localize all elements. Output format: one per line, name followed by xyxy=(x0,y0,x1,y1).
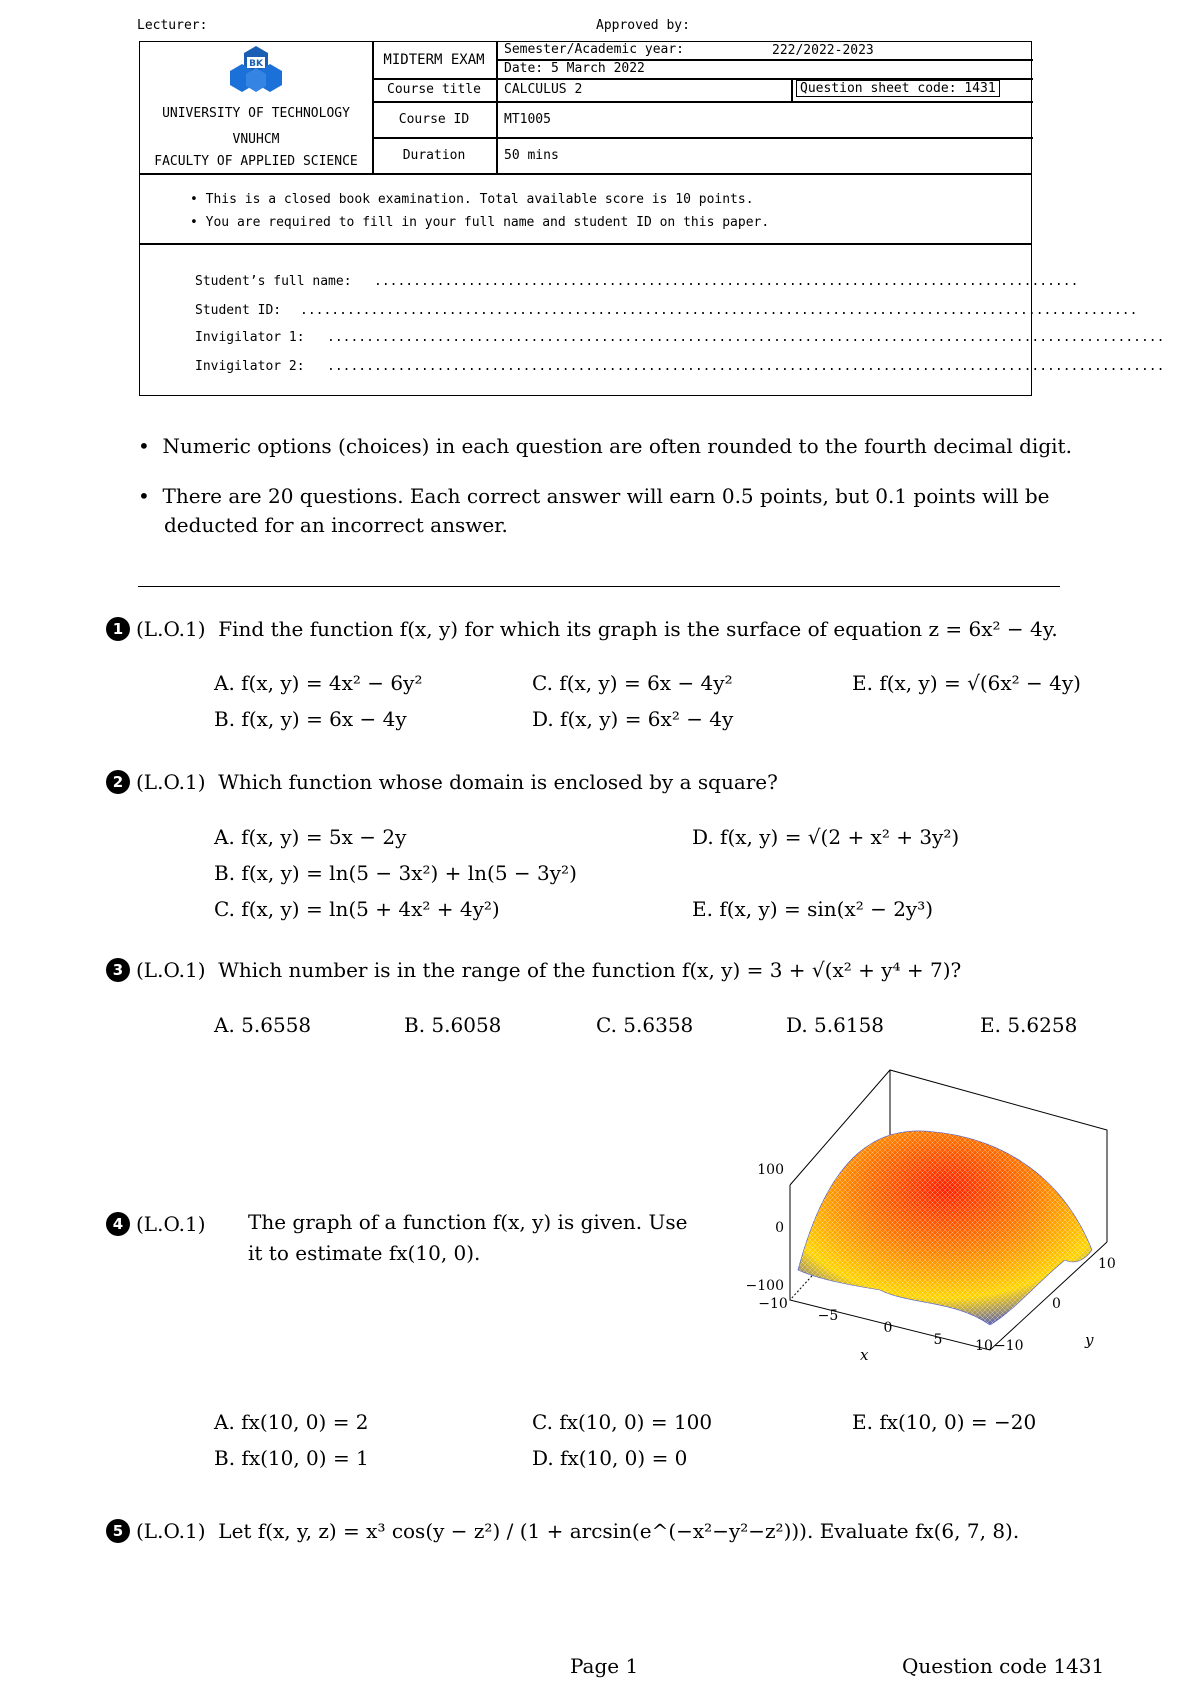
exam-type: MIDTERM EXAM xyxy=(383,52,485,68)
x-tick-10: 10 xyxy=(975,1338,993,1354)
x-tick-neg10: −10 xyxy=(758,1296,788,1312)
svg-text:BK: BK xyxy=(249,59,263,69)
x-tick-0: 0 xyxy=(883,1320,893,1336)
q4-option-a[interactable]: A. fx(10, 0) = 2 xyxy=(214,1410,369,1434)
question-2-number: 2 xyxy=(106,770,130,794)
question-3: 3 (L.O.1) Which number is in the range of the function f(x, y) = 3 + √(x² + y⁴ + 7)? xyxy=(106,958,961,982)
q4-option-d[interactable]: D. fx(10, 0) = 0 xyxy=(532,1446,688,1470)
z-tick-neg100: −100 xyxy=(745,1278,784,1294)
student-name-field[interactable]: .......................................................................................... xyxy=(374,274,1079,289)
q3-option-e[interactable]: E. 5.6258 xyxy=(980,1013,1078,1037)
student-name-label: Student’s full name: xyxy=(195,274,352,289)
exam-header-table xyxy=(139,41,1165,396)
course-title-value: CALCULUS 2 xyxy=(504,82,583,97)
question-5: 5 (L.O.1) Let f(x, y, z) = x³ cos(y − z²) / (1 + arcsin(e^(−x²−y²−z²))). Evaluate fx(6, 7, 8). xyxy=(106,1519,1019,1543)
page-number: Page 1 xyxy=(570,1654,639,1678)
invigilator-1-field[interactable]: ........................................................................................................... xyxy=(327,330,1165,345)
student-id-field[interactable]: ........................................................................................................... xyxy=(300,303,1138,318)
duration-value: 50 mins xyxy=(504,148,559,163)
question-code: Question code 1431 xyxy=(902,1654,1105,1678)
course-id-label: Course ID xyxy=(398,112,470,127)
semester-value: 222/2022-2023 xyxy=(772,43,874,58)
q2-option-d[interactable]: D. f(x, y) = √(2 + x² + 3y²) xyxy=(692,825,960,849)
question-4-number: 4 xyxy=(106,1212,130,1236)
x-tick-5: 5 xyxy=(933,1332,943,1348)
y-tick-neg10: −10 xyxy=(994,1338,1024,1354)
q2-option-a[interactable]: A. f(x, y) = 5x − 2y xyxy=(214,825,407,849)
y-tick-0: 0 xyxy=(1052,1296,1061,1312)
question-4-text-line-1: The graph of a function f(x, y) is given. Use xyxy=(248,1210,688,1234)
q1-option-b[interactable]: B. f(x, y) = 6x − 4y xyxy=(214,707,407,731)
q4-option-b[interactable]: B. fx(10, 0) = 1 xyxy=(214,1446,369,1470)
z-tick-100: 100 xyxy=(757,1162,784,1178)
question-2: 2 (L.O.1) Which function whose domain is enclosed by a square? xyxy=(106,770,778,794)
vnuhcm: VNUHCM xyxy=(232,132,280,147)
rule-fill-name: • You are required to fill in your full name and student ID on this paper. xyxy=(190,215,770,230)
note-rounding: • Numeric options (choices) in each question are often rounded to the fourth decimal digit. xyxy=(138,434,1072,458)
q4-option-e[interactable]: E. fx(10, 0) = −20 xyxy=(852,1410,1037,1434)
note-scoring: • There are 20 questions. Each correct answer will earn 0.5 points, but 0.1 points will be xyxy=(138,484,1050,508)
question-4: 4 (L.O.1) xyxy=(106,1212,206,1236)
surface-plot xyxy=(740,1060,1120,1380)
note-deduction: deducted for an incorrect answer. xyxy=(164,513,508,537)
x-axis-label: x xyxy=(860,1346,869,1364)
question-1: 1 (L.O.1) Find the function f(x, y) for which its graph is the surface of equation z = 6x² − 4y. xyxy=(106,617,1058,641)
q1-option-a[interactable]: A. f(x, y) = 4x² − 6y² xyxy=(214,671,423,695)
invigilator-2-field[interactable]: ........................................................................................................... xyxy=(327,359,1165,374)
duration-label: Duration xyxy=(402,148,466,163)
invigilator-2-label: Invigilator 2: xyxy=(195,359,305,374)
question-sheet-code: Question sheet code: 1431 xyxy=(796,80,1000,97)
approved-by-label: Approved by: xyxy=(596,18,690,33)
rule-closed-book: • This is a closed book examination. Total available score is 10 points. xyxy=(190,192,754,207)
y-tick-10: 10 xyxy=(1098,1256,1116,1272)
q2-option-b[interactable]: B. f(x, y) = ln(5 − 3x²) + ln(5 − 3y²) xyxy=(214,861,577,885)
q2-option-c[interactable]: C. f(x, y) = ln(5 + 4x² + 4y²) xyxy=(214,897,500,921)
question-5-number: 5 xyxy=(106,1519,130,1543)
q1-option-e[interactable]: E. f(x, y) = √(6x² − 4y) xyxy=(852,671,1081,695)
faculty-name: FACULTY OF APPLIED SCIENCE xyxy=(154,154,358,169)
university-name: UNIVERSITY OF TECHNOLOGY xyxy=(162,106,350,121)
divider xyxy=(138,586,1060,587)
y-axis-label: y xyxy=(1085,1331,1094,1349)
q3-option-d[interactable]: D. 5.6158 xyxy=(786,1013,885,1037)
question-4-text-line-2: it to estimate fx(10, 0). xyxy=(248,1241,481,1265)
question-3-number: 3 xyxy=(106,958,130,982)
invigilator-1-label: Invigilator 1: xyxy=(195,330,305,345)
z-tick-0: 0 xyxy=(775,1220,784,1236)
z-tick-labels xyxy=(746,1162,784,1294)
q3-option-b[interactable]: B. 5.6058 xyxy=(404,1013,502,1037)
q2-option-e[interactable]: E. f(x, y) = sin(x² − 2y³) xyxy=(692,897,934,921)
x-tick-neg5: −5 xyxy=(817,1308,839,1324)
university-logo xyxy=(228,44,284,96)
exam-date: Date: 5 March 2022 xyxy=(504,61,645,76)
question-1-number: 1 xyxy=(106,617,130,641)
q1-option-c[interactable]: C. f(x, y) = 6x − 4y² xyxy=(532,671,733,695)
lecturer-label: Lecturer: xyxy=(137,18,208,33)
course-title-label: Course title xyxy=(387,82,481,97)
q1-option-d[interactable]: D. f(x, y) = 6x² − 4y xyxy=(532,707,734,731)
semester-label: Semester/Academic year: xyxy=(504,42,685,57)
course-id-value: MT1005 xyxy=(504,112,551,127)
q4-option-c[interactable]: C. fx(10, 0) = 100 xyxy=(532,1410,713,1434)
q3-option-a[interactable]: A. 5.6558 xyxy=(214,1013,312,1037)
student-id-label: Student ID: xyxy=(195,303,282,318)
q3-option-c[interactable]: C. 5.6358 xyxy=(596,1013,694,1037)
